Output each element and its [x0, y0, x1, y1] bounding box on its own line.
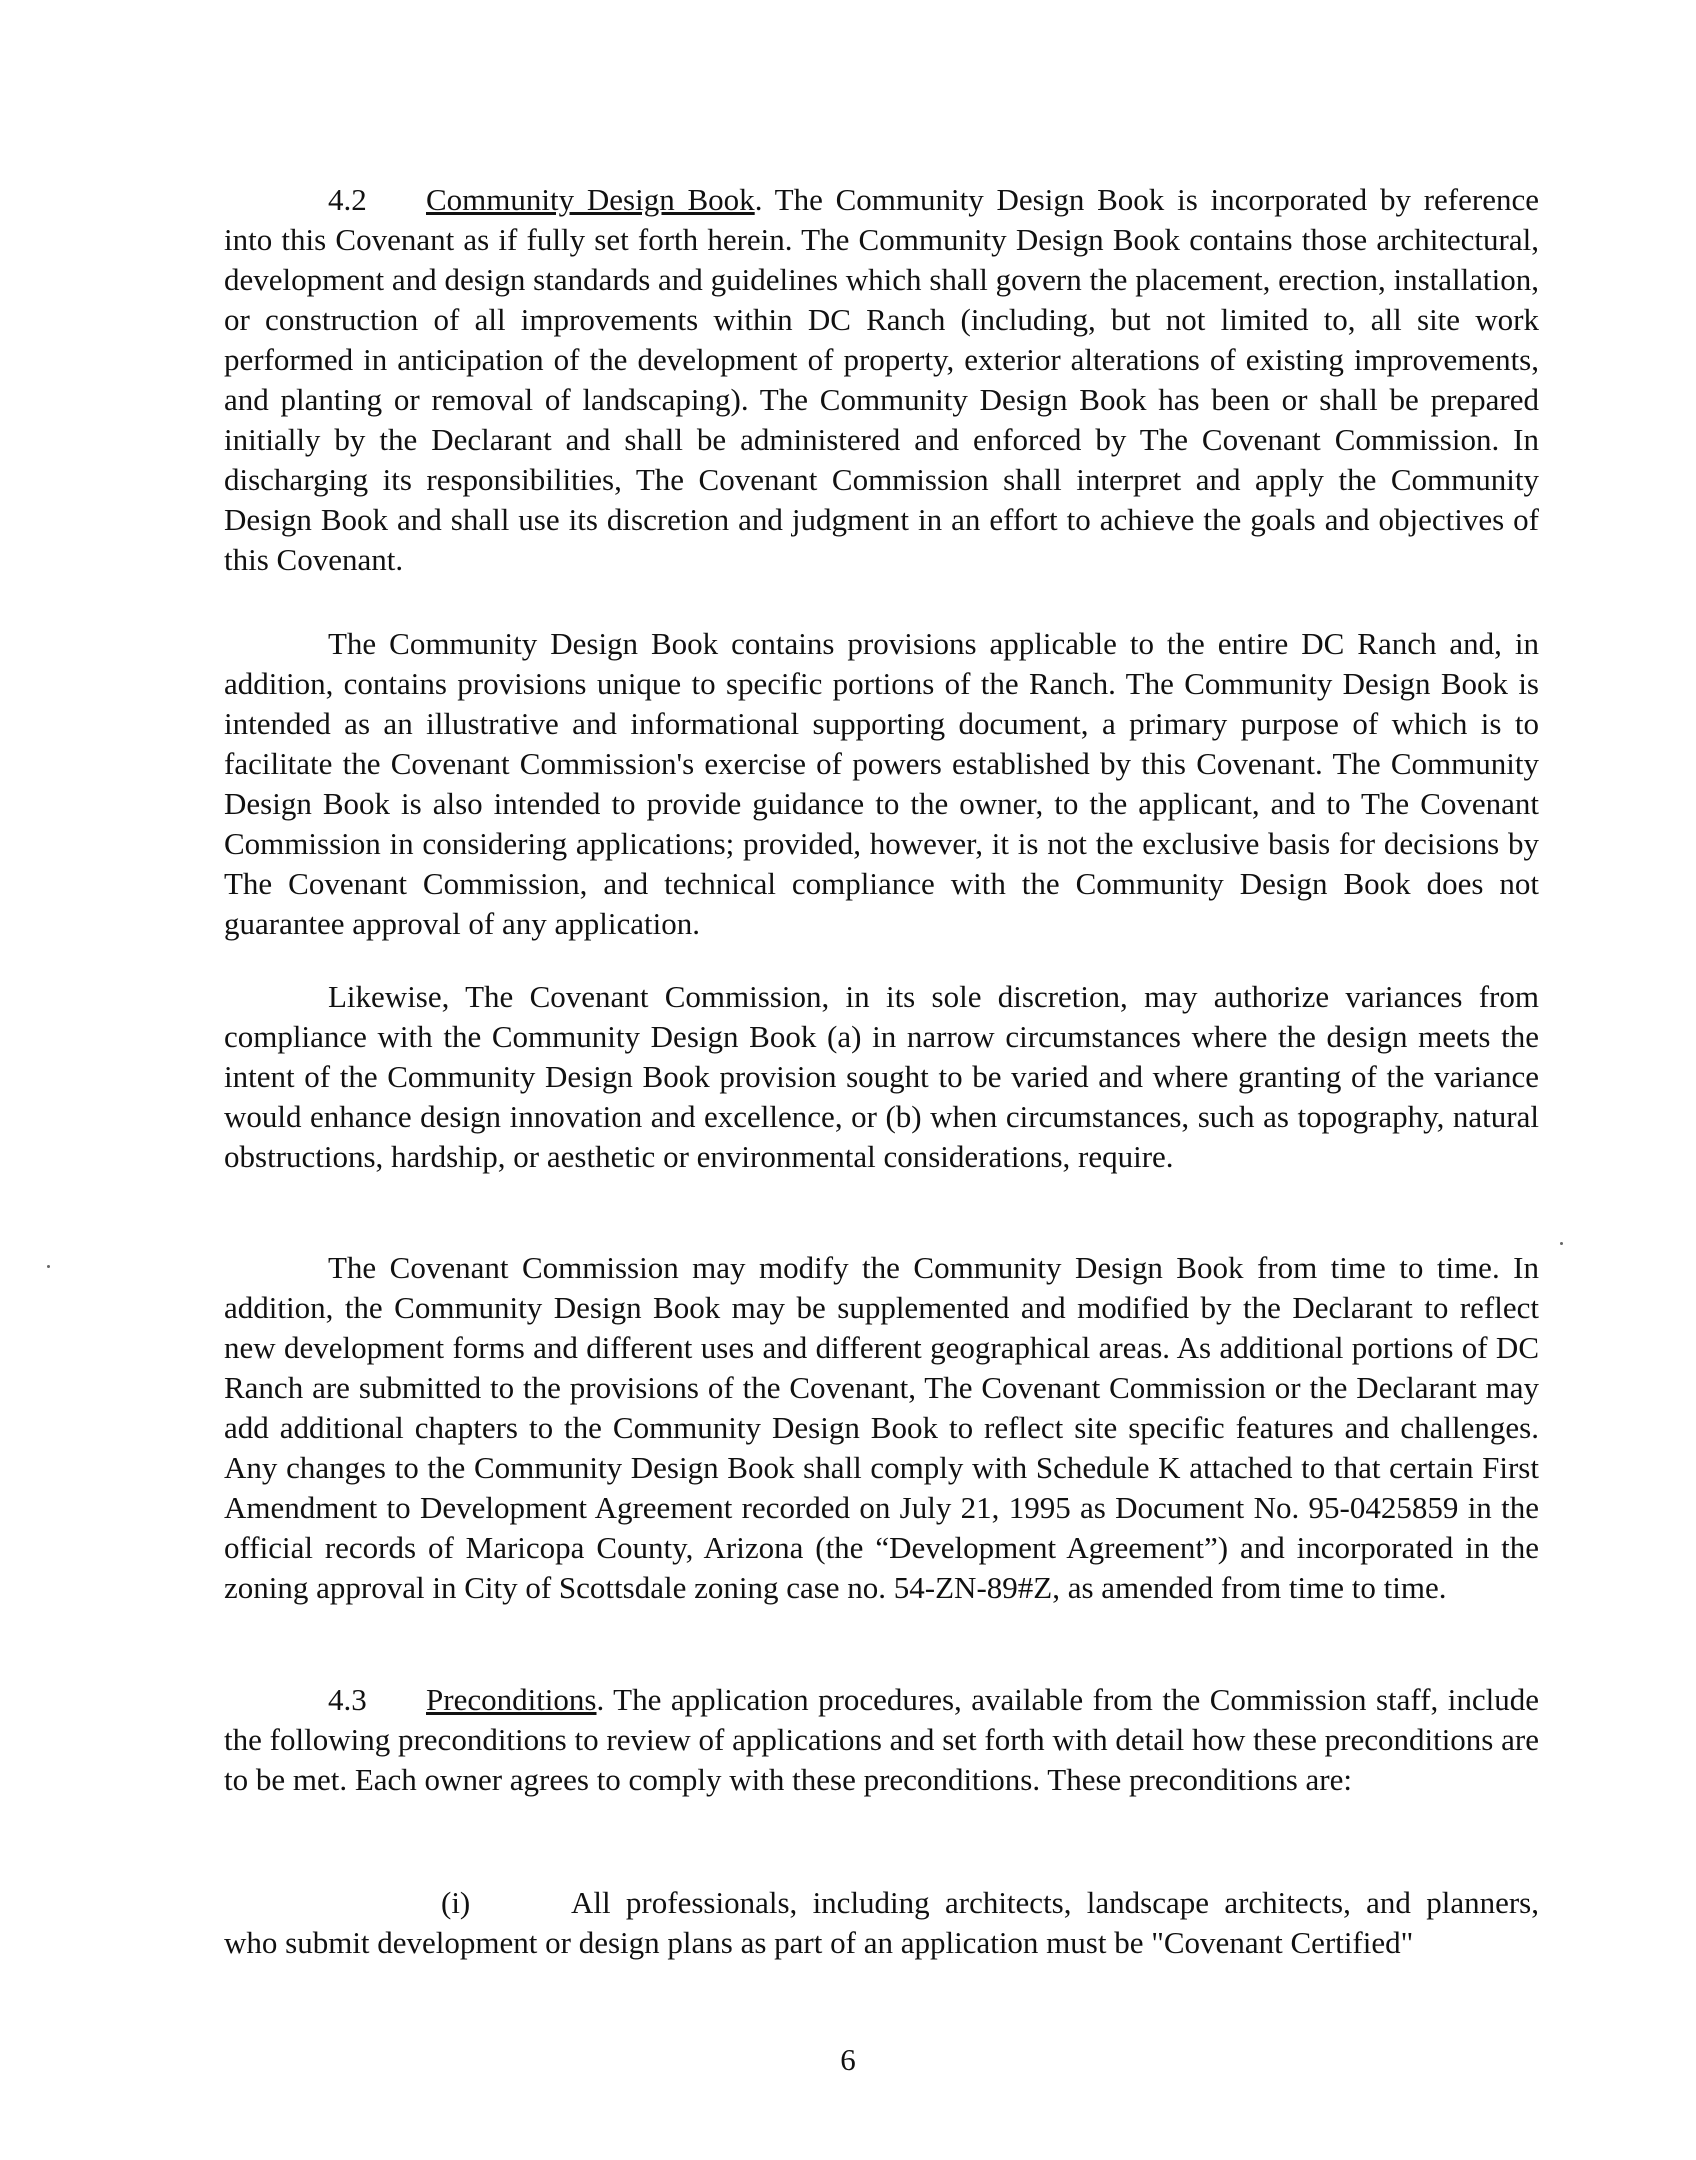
- modification-paragraph: [224, 1248, 1539, 1608]
- paragraph-text: The Covenant Commission may modify the Community Design Book from time to time. In addition, the Community Design Book may be supplemented and modified by the Declarant to reflect new development forms and different uses and different geographical areas. As additional portions of DC Ranch are submitted to the provisions of the Covenant, The Covenant Commission or the Declarant may add additional chapters to the Community Design Book to reflect site specific features and challenges. Any changes to the Community Design Book shall comply with Schedule K attached to that certain First Amendment to Development Agreement recorded on July 21, 1995 as Document No. 95-0425859 in the official records of Maricopa County, Arizona (the “Development Agreement”) and incorporated in the zoning approval in City of Scottsdale zoning case no. 54-ZN-89#Z, as amended from time to time.: [224, 1250, 1539, 1605]
- section-4-2-paragraph: [224, 180, 1539, 580]
- page-number: 6: [840, 2042, 856, 2077]
- section-4-3-paragraph: [224, 1680, 1539, 1800]
- design-book-provisions-paragraph: [224, 624, 1539, 944]
- section-heading: Preconditions: [426, 1682, 597, 1717]
- section-body: . The Community Design Book is incorporated by reference into this Covenant as if fully set forth herein. The Community Design Book contains those architectural, development and design standards and guidelines which shall govern the placement, erection, installation, or construction of all improvements within DC Ranch (including, but not limited to, all site work performed in anticipation of the development of property, exterior alterations of existing improvements, and planting or removal of landscaping). The Community Design Book has been or shall be prepared initially by the Declarant and shall be administered and enforced by The Covenant Commission. In discharging its responsibilities, The Covenant Commission shall interpret and apply the Community Design Book and shall use its discretion and judgment in an effort to achieve the goals and objectives of this Covenant.: [224, 182, 1539, 577]
- section-body: . The application procedures, available from the Commission staff, include the following preconditions to review of applications and set forth with detail how these preconditions are to be met. Each owner agrees to comply with these preconditions. These preconditions are:: [224, 1682, 1539, 1797]
- scan-speck: [1560, 1242, 1563, 1245]
- paragraph-text: The Community Design Book contains provisions applicable to the entire DC Ranch and, in addition, contains provisions unique to specific portions of the Ranch. The Community Design Book is intended as an illustrative and informational supporting document, a primary purpose of which is to facilitate the Covenant Commission's exercise of powers established by this Covenant. The Community Design Book is also intended to provide guidance to the owner, to the applicant, and to The Covenant Commission in considering applications; provided, however, it is not the exclusive basis for decisions by The Covenant Commission, and technical compliance with the Community Design Book does not guarantee approval of any application.: [224, 626, 1539, 941]
- section-number: 4.2: [328, 182, 367, 217]
- scan-speck: [47, 1265, 50, 1268]
- paragraph-text: Likewise, The Covenant Commission, in its sole discretion, may authorize variances from compliance with the Community Design Book (a) in narrow circumstances where the design meets the intent of the Community Design Book provision sought to be varied and where granting of the variance would enhance design innovation and excellence, or (b) when circumstances, such as topography, natural obstructions, hardship, or aesthetic or environmental considerations, require.: [224, 979, 1539, 1174]
- list-item-i: [224, 1883, 1539, 1963]
- section-heading: Community Design Book: [426, 182, 755, 217]
- list-item-label: (i): [441, 1885, 471, 1920]
- list-item-text: All professionals, including architects, landscape architects, and planners, who submit development or design plans as part of an application must be "Covenant Certified": [224, 1885, 1539, 1960]
- variances-paragraph: [224, 977, 1539, 1177]
- section-number: 4.3: [328, 1682, 367, 1717]
